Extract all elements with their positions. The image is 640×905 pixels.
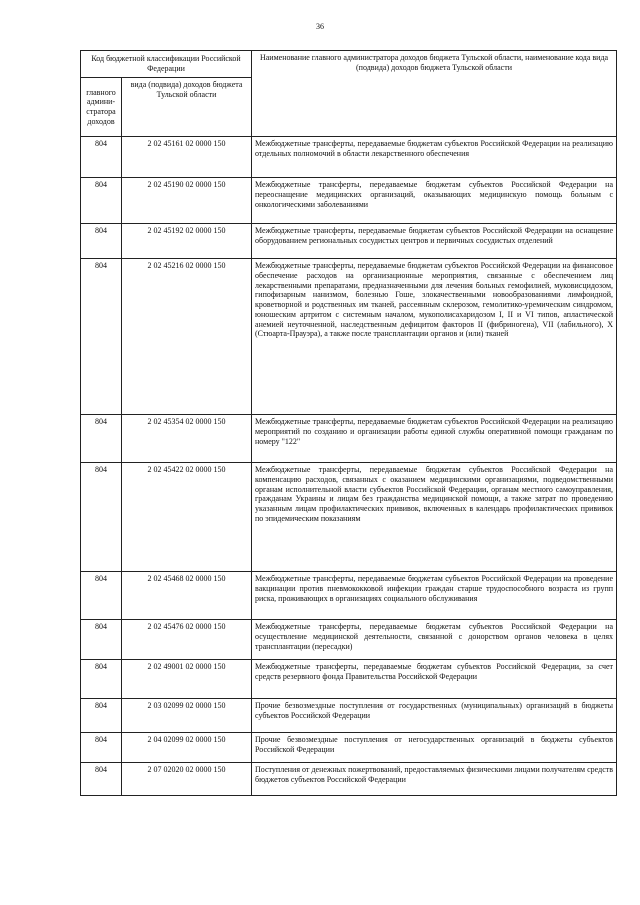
admin-code-cell: 804 bbox=[81, 415, 122, 463]
admin-code-cell: 804 bbox=[81, 699, 122, 733]
revenue-name-cell: Межбюджетные трансферты, передаваемые бюджетам субъектов Российской Федерации на переоснащение медицинских организаций, оказывающих медицинскую помощь больным с онкологическими заболеваниями bbox=[252, 178, 617, 224]
admin-code-cell: 804 bbox=[81, 733, 122, 763]
revenue-code-cell: 2 02 45354 02 0000 150 bbox=[122, 415, 252, 463]
revenue-name-cell: Межбюджетные трансферты, передаваемые бюджетам субъектов Российской Федерации, за счет средств резервного фонда Правительства Российской Федерации bbox=[252, 660, 617, 699]
revenue-name-cell: Межбюджетные трансферты, передаваемые бюджетам субъектов Российской Федерации на оснащение оборудованием региональных сосудистых центров и первичных сосудистых отделений bbox=[252, 224, 617, 259]
revenue-code-cell: 2 03 02099 02 0000 150 bbox=[122, 699, 252, 733]
revenue-code-cell: 2 02 45190 02 0000 150 bbox=[122, 178, 252, 224]
revenue-code-cell: 2 07 02020 02 0000 150 bbox=[122, 763, 252, 796]
admin-code-cell: 804 bbox=[81, 178, 122, 224]
revenue-code-cell: 2 02 45422 02 0000 150 bbox=[122, 463, 252, 572]
table-row bbox=[81, 178, 617, 224]
revenue-name-cell: Прочие безвозмездные поступления от государственных (муниципальных) организаций в бюджеты субъектов Российской Федерации bbox=[252, 699, 617, 733]
classification-group-header: Код бюджетной классификации Российской Федерации bbox=[81, 51, 252, 78]
table-row bbox=[81, 699, 617, 733]
revenue-name-cell: Межбюджетные трансферты, передаваемые бюджетам субъектов Российской Федерации на финансовое обеспечение расходов на организационные мероприятия, связанные с обеспечением лиц лекарственными препаратами, предназначенными для лечения больных гемофилией, муковисцидозом, гипофизарным нанизмом, болезнью Гоше, злокачественными новообразованиями лимфоидной, кроветворной и родственных им тканей, рассеянным склерозом, гемолитико-уремическим синдромом, юношеским артритом с системным началом, мукополисахаридозом I, II и VI типов, апластической анемией неуточненной, наследственным дефицитом факторов II (фибриногена), VII (лабильного), X (Стюарта-Прауэра), а также после трансплантации органов и (или) тканей bbox=[252, 259, 617, 415]
revenue-classification-table bbox=[80, 50, 617, 796]
code-column-header: вида (подвида) доходов бюджета Тульской области bbox=[122, 78, 252, 137]
admin-code-cell: 804 bbox=[81, 224, 122, 259]
table-row bbox=[81, 620, 617, 660]
admin-code-cell: 804 bbox=[81, 620, 122, 660]
admin-code-cell: 804 bbox=[81, 572, 122, 620]
table-row bbox=[81, 733, 617, 763]
table-row bbox=[81, 763, 617, 796]
table-row bbox=[81, 259, 617, 415]
revenue-name-cell: Межбюджетные трансферты, передаваемые бюджетам субъектов Российской Федерации на реализацию мероприятий по созданию и организации работы единой службы оперативной помощи гражданам по номеру "122" bbox=[252, 415, 617, 463]
revenue-code-cell: 2 02 49001 02 0000 150 bbox=[122, 660, 252, 699]
table-row bbox=[81, 137, 617, 178]
revenue-name-cell: Межбюджетные трансферты, передаваемые бюджетам субъектов Российской Федерации на компенсацию расходов, связанных с оказанием медицинскими организациями, подведомственными органам исполнительной власти субъектов Российской Федерации, органам местного самоуправления, гражданам Украины и лицам без гражданства медицинской помощи, а также затрат по проведению указанным лицам профилактических прививок, включенных в календарь профилактических прививок по эпидемическим показаниям bbox=[252, 463, 617, 572]
page-number: 36 bbox=[316, 22, 324, 31]
admin-code-cell: 804 bbox=[81, 763, 122, 796]
admin-code-cell: 804 bbox=[81, 463, 122, 572]
name-column-header: Наименование главного администратора доходов бюджета Тульской области, наименование кода вида (подвида) доходов бюджета Тульской области bbox=[252, 51, 617, 137]
table-row bbox=[81, 660, 617, 699]
admin-code-cell: 804 bbox=[81, 660, 122, 699]
admin-column-header: главного админи-стратора доходов bbox=[81, 78, 122, 137]
admin-code-cell: 804 bbox=[81, 259, 122, 415]
revenue-code-cell: 2 02 45161 02 0000 150 bbox=[122, 137, 252, 178]
admin-code-cell: 804 bbox=[81, 137, 122, 178]
revenue-code-cell: 2 02 45216 02 0000 150 bbox=[122, 259, 252, 415]
revenue-name-cell: Поступления от денежных пожертвований, предоставляемых физическими лицами получателям средств бюджетов субъектов Российской Федерации bbox=[252, 763, 617, 796]
revenue-code-cell: 2 02 45192 02 0000 150 bbox=[122, 224, 252, 259]
revenue-name-cell: Межбюджетные трансферты, передаваемые бюджетам субъектов Российской Федерации на осуществление медицинской деятельности, связанной с донорством органов человека в целях трансплантации (пересадки) bbox=[252, 620, 617, 660]
revenue-code-cell: 2 02 45476 02 0000 150 bbox=[122, 620, 252, 660]
table-row bbox=[81, 415, 617, 463]
revenue-code-cell: 2 02 45468 02 0000 150 bbox=[122, 572, 252, 620]
revenue-name-cell: Межбюджетные трансферты, передаваемые бюджетам субъектов Российской Федерации на проведение вакцинации против пневмококковой инфекции граждан старше трудоспособного возраста из групп риска, проживающих в организациях социального обслуживания bbox=[252, 572, 617, 620]
table-row bbox=[81, 224, 617, 259]
revenue-name-cell: Прочие безвозмездные поступления от негосударственных организаций в бюджеты субъектов Российской Федерации bbox=[252, 733, 617, 763]
revenue-code-cell: 2 04 02099 02 0000 150 bbox=[122, 733, 252, 763]
table-row bbox=[81, 463, 617, 572]
revenue-name-cell: Межбюджетные трансферты, передаваемые бюджетам субъектов Российской Федерации на реализацию отдельных полномочий в области лекарственного обеспечения bbox=[252, 137, 617, 178]
table-row bbox=[81, 572, 617, 620]
